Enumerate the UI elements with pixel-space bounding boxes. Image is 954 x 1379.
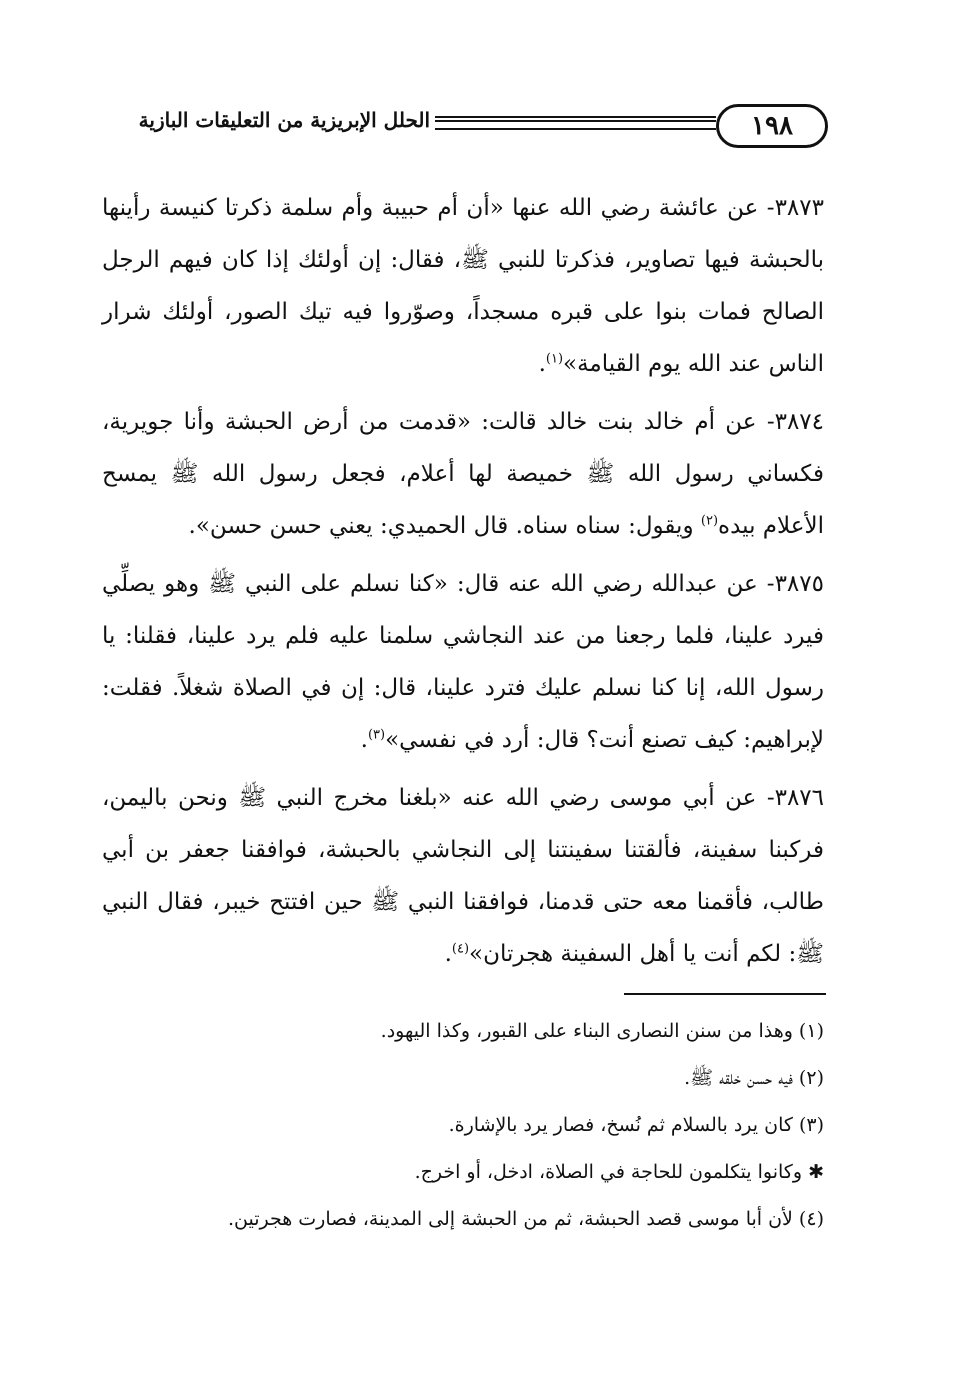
- entry-number: ٣٨٧٥-: [766, 571, 824, 597]
- footnote-note: ✱ وكانوا يتكلمون للحاجة في الصلاة، ادخل، أو اخرج.: [414, 1161, 824, 1183]
- footnote-ref: (٢): [700, 513, 719, 529]
- entry-text: عن عائشة رضي الله عنها «أن أم حبيبة وأم سلمة ذكرتا كنيسة رأينها بالحبشة فيها تصاوير، فذكرتا للنبي ﷺ، فقال: إن أولئك إذا كان فيهم الرجل الصالح فمات بنوا على قبره مسجداً، وصوّروا فيه تيك الصور، أولئك شرار الناس عند الله يوم القيامة»: [102, 195, 824, 377]
- entry-text: عن أبي موسى رضي الله عنه «بلغنا مخرج النبي ﷺ ونحن باليمن، فركبنا سفينة، فألقتنا سفينتنا إلى النجاشي بالحبشة، فوافقنا جعفر بن أبي طالب، فأقمنا معه حتى قدمنا، فوافقنا النبي ﷺ حين افتتح خيبر، فقال النبي ﷺ: لكم أنت يا أهل السفينة هجرتان»: [102, 785, 824, 967]
- footnote-ref: (٣): [367, 727, 386, 743]
- main-text: [102, 182, 824, 986]
- footnote-1: (١) وهذا من سنن النصارى البناء على القبور، وكذا اليهود.: [380, 1020, 824, 1042]
- entry-text: عن أم خالد بنت خالد قالت: «قدمت من أرض الحبشة وأنا جويرية، فكساني رسول الله ﷺ خميصة لها أعلام، فجعل رسول الله ﷺ يمسح الأعلام بيده: [102, 409, 824, 539]
- entry-tail: .: [360, 727, 368, 753]
- footnote-separator: [624, 993, 826, 995]
- header-double-rule: [435, 116, 716, 130]
- footnote-ref: (٤): [451, 941, 470, 957]
- entry-text: عن عبدالله رضي الله عنه قال: «كنا نسلم على النبي ﷺ وهو يصلِّي فيرد علينا، فلما رجعنا من عند النجاشي سلمنا عليه فلم يرد علينا، فقلنا: يا رسول الله، إنا كنا نسلم عليك فترد علينا، قال: إن في الصلاة شغلاً. فقلت: لإبراهيم: كيف تصنع أنت؟ قال: أرد في نفسي»: [102, 571, 824, 753]
- hadith-entry-3874: [102, 396, 824, 552]
- entry-tail: .: [538, 351, 546, 377]
- footnote-4: (٤) لأن أبا موسى قصد الحبشة، ثم من الحبشة إلى المدينة، فصارت هجرتين.: [227, 1208, 824, 1230]
- entry-number: ٣٨٧٦-: [766, 785, 825, 811]
- entry-tail: ويقول: سناه سناه. قال الحميدي: يعني حسن حسن».: [188, 513, 701, 539]
- page-header: [100, 98, 828, 158]
- hadith-entry-3873: [102, 182, 824, 390]
- entry-number: ٣٨٧٤-: [766, 409, 825, 435]
- footnote-3: (٣) كان يرد بالسلام ثم نُسخ، فصار يرد بالإشارة.: [448, 1114, 824, 1136]
- page-number-badge: ١٩٨: [716, 104, 828, 148]
- footnote-2: (٢) فيه حسن خلقه ﷺ.: [684, 1067, 824, 1089]
- entry-tail: .: [444, 941, 452, 967]
- hadith-entry-3875: [102, 558, 824, 766]
- entry-number: ٣٨٧٣-: [766, 195, 824, 221]
- hadith-entry-3876: [102, 772, 824, 980]
- footnotes: [102, 1008, 824, 1243]
- book-title: الحلل الإبريزية من التعليقات البازية: [138, 108, 430, 132]
- footnote-ref: (١): [545, 351, 564, 367]
